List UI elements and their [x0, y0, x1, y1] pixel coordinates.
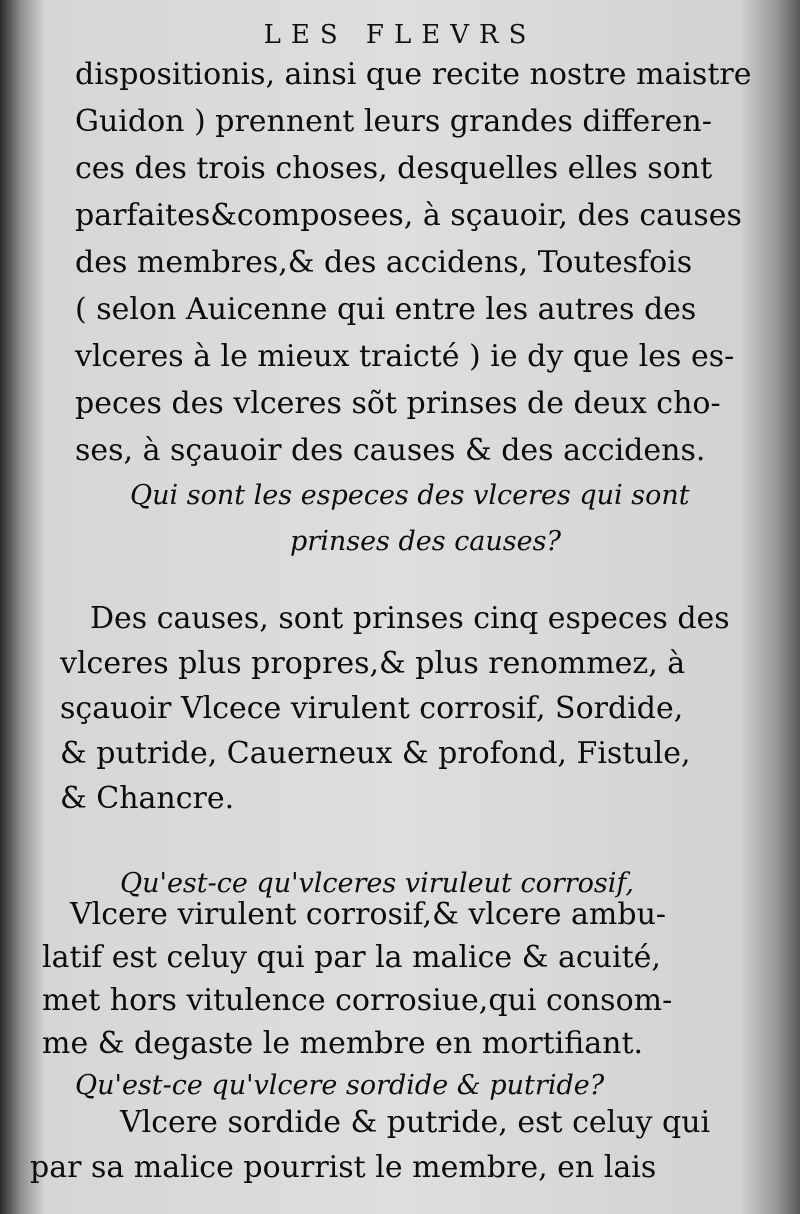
question-line: Qu'est-ce qu'vlceres viruleut corrosif, — [120, 868, 635, 899]
text-line: latif est celuy qui par la malice & acuité, — [42, 940, 661, 975]
text-line: peces des vlceres sõt prinses de deux cho- — [75, 386, 721, 421]
text-line: dispositionis, ainsi que recite nostre maistre — [75, 57, 752, 92]
question-heading-3 — [75, 1068, 715, 1104]
text-line: ces des trois choses, desquelles elles sont — [75, 151, 713, 186]
text-line: Guidon ) prennent leurs grandes differen- — [75, 104, 712, 139]
running-head: LES FLEVRS — [263, 20, 537, 50]
text-line: ( selon Auicenne qui entre les autres des — [75, 292, 697, 327]
text-line: Vlcere virulent corrosif,& vlcere ambu- — [70, 897, 667, 932]
text-line: & Chancre. — [60, 781, 235, 816]
question-heading-1 — [130, 478, 710, 560]
paragraph-3 — [42, 896, 762, 1068]
question-line: prinses des causes? — [290, 526, 561, 557]
question-line: Qui sont les especes des vlceres qui sont — [130, 480, 690, 511]
text-line: me & degaste le membre en mortifiant. — [42, 1026, 644, 1061]
text-line: vlceres à le mieux traicté ) ie dy que les es- — [75, 339, 735, 374]
paragraph-1 — [75, 56, 765, 479]
text-line: Vlcere sordide & putride, est celuy qui — [120, 1105, 711, 1140]
text-line: & putride, Cauerneux & profond, Fistule, — [60, 736, 691, 771]
text-line: ses, à sçauoir des causes & des accidens. — [75, 433, 706, 468]
text-line: Des causes, sont prinses cinq especes des — [90, 601, 730, 636]
paragraph-2 — [60, 600, 760, 825]
text-line: sçauoir Vlcece virulent corrosif, Sordide, — [60, 691, 684, 726]
text-line: vlceres plus propres,& plus renommez, à — [60, 646, 686, 681]
paragraph-4 — [30, 1104, 760, 1194]
question-line: Qu'est-ce qu'vlcere sordide & putride? — [75, 1070, 605, 1101]
text-line: met hors vitulence corrosiue,qui consom- — [42, 983, 673, 1018]
text-line: des membres,& des accidens, Toutesfois — [75, 245, 693, 280]
text-line: parfaites&composees, à sçauoir, des causes — [75, 198, 742, 233]
text-line: par sa malice pourrist le membre, en lais — [30, 1150, 657, 1185]
